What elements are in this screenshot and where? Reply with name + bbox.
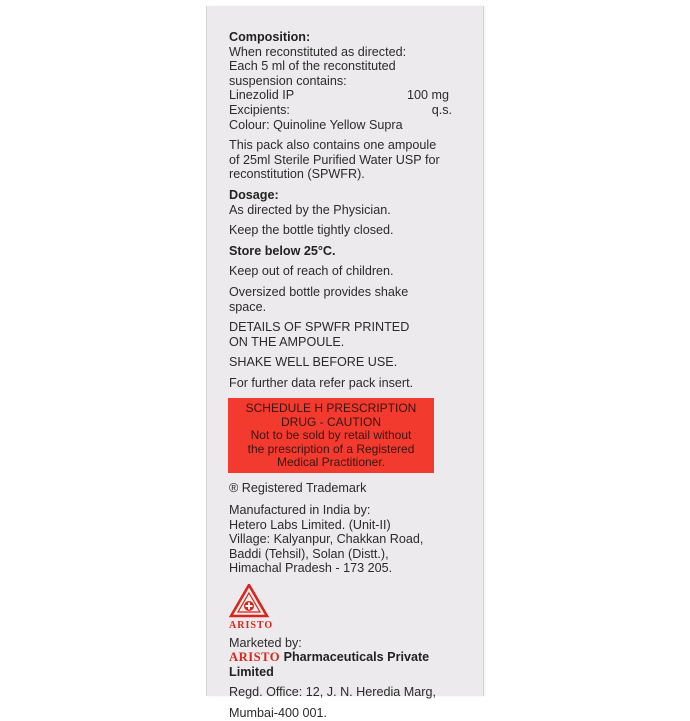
details-line: For further data refer pack insert. (229, 375, 414, 390)
storage-line: space. (229, 299, 267, 314)
composition-line: Each 5 ml of the reconstituted (229, 59, 396, 74)
storage-line: Keep out of reach of children. (229, 264, 394, 279)
marketer-brand: ARISTO (229, 650, 281, 665)
pack-note-line: reconstitution (SPWFR). (229, 167, 365, 182)
trademark-note: ® Registered Trademark (229, 480, 367, 495)
composition-line: When reconstituted as directed: (229, 44, 407, 59)
ingredient-name: Linezolid IP (229, 88, 295, 103)
aristo-logo-wordmark: ARISTO (229, 620, 274, 632)
ingredient-amount: 100 mg (406, 88, 449, 103)
manufacturer-line: Village: Kalyanpur, Chakkan Road, (229, 532, 424, 547)
aristo-logo (229, 584, 469, 634)
colour-line: Colour: Quinoline Yellow Supra (229, 117, 403, 132)
marketer-address: Regd. Office: 12, J. N. Heredia Marg, (229, 685, 436, 700)
excipients-amount: q.s. (431, 102, 452, 117)
caution-line: Medical Practitioner. (276, 455, 386, 470)
manufacturer-line: Baddi (Tehsil), Solan (Distt.), (229, 546, 389, 561)
pack-note-line: This pack also contains one ampoule (229, 138, 437, 153)
dosage-line: As directed by the Physician. (229, 202, 391, 217)
manufacturer-line: Himachal Pradesh - 173 205. (229, 561, 393, 576)
dosage-line: Keep the bottle tightly closed. (229, 223, 394, 238)
marketer-company (229, 650, 469, 665)
composition-line: suspension contains: (229, 73, 347, 88)
details-line: SHAKE WELL BEFORE USE. (229, 355, 398, 370)
caution-line: DRUG - CAUTION (281, 414, 381, 429)
caution-line: Not to be sold by retail without (250, 428, 412, 443)
marketer-heading: Marketed by: (229, 635, 302, 650)
label-text (229, 30, 469, 721)
manufacturer-line: Hetero Labs Limited. (Unit-II) (229, 517, 391, 532)
ingredient-row (229, 88, 469, 103)
details-line: DETAILS OF SPWFR PRINTED (229, 320, 410, 335)
composition-heading: Composition: (229, 30, 311, 44)
marketer-company-line2: Limited (229, 664, 274, 679)
caution-line: the prescription of a Registered (247, 441, 415, 456)
dosage-heading: Dosage: (229, 187, 279, 202)
marketer-address: Mumbai-400 001. (229, 706, 328, 721)
aristo-logo-icon (229, 584, 269, 618)
excipients-label: Excipients: (229, 102, 290, 117)
manufacturer-line: Manufactured in India by: (229, 503, 371, 518)
caution-line: SCHEDULE H PRESCRIPTION (245, 401, 417, 416)
storage-heading: Store below 25°C. (229, 243, 336, 258)
storage-line: Oversized bottle provides shake (229, 284, 409, 299)
schedule-h-caution-box (228, 398, 434, 472)
marketer-company-rest: Pharmaceuticals Private (280, 650, 430, 665)
details-line: ON THE AMPOULE. (229, 334, 345, 349)
excipients-row (229, 103, 469, 118)
pack-note-line: of 25ml Sterile Purified Water USP for (229, 152, 440, 167)
